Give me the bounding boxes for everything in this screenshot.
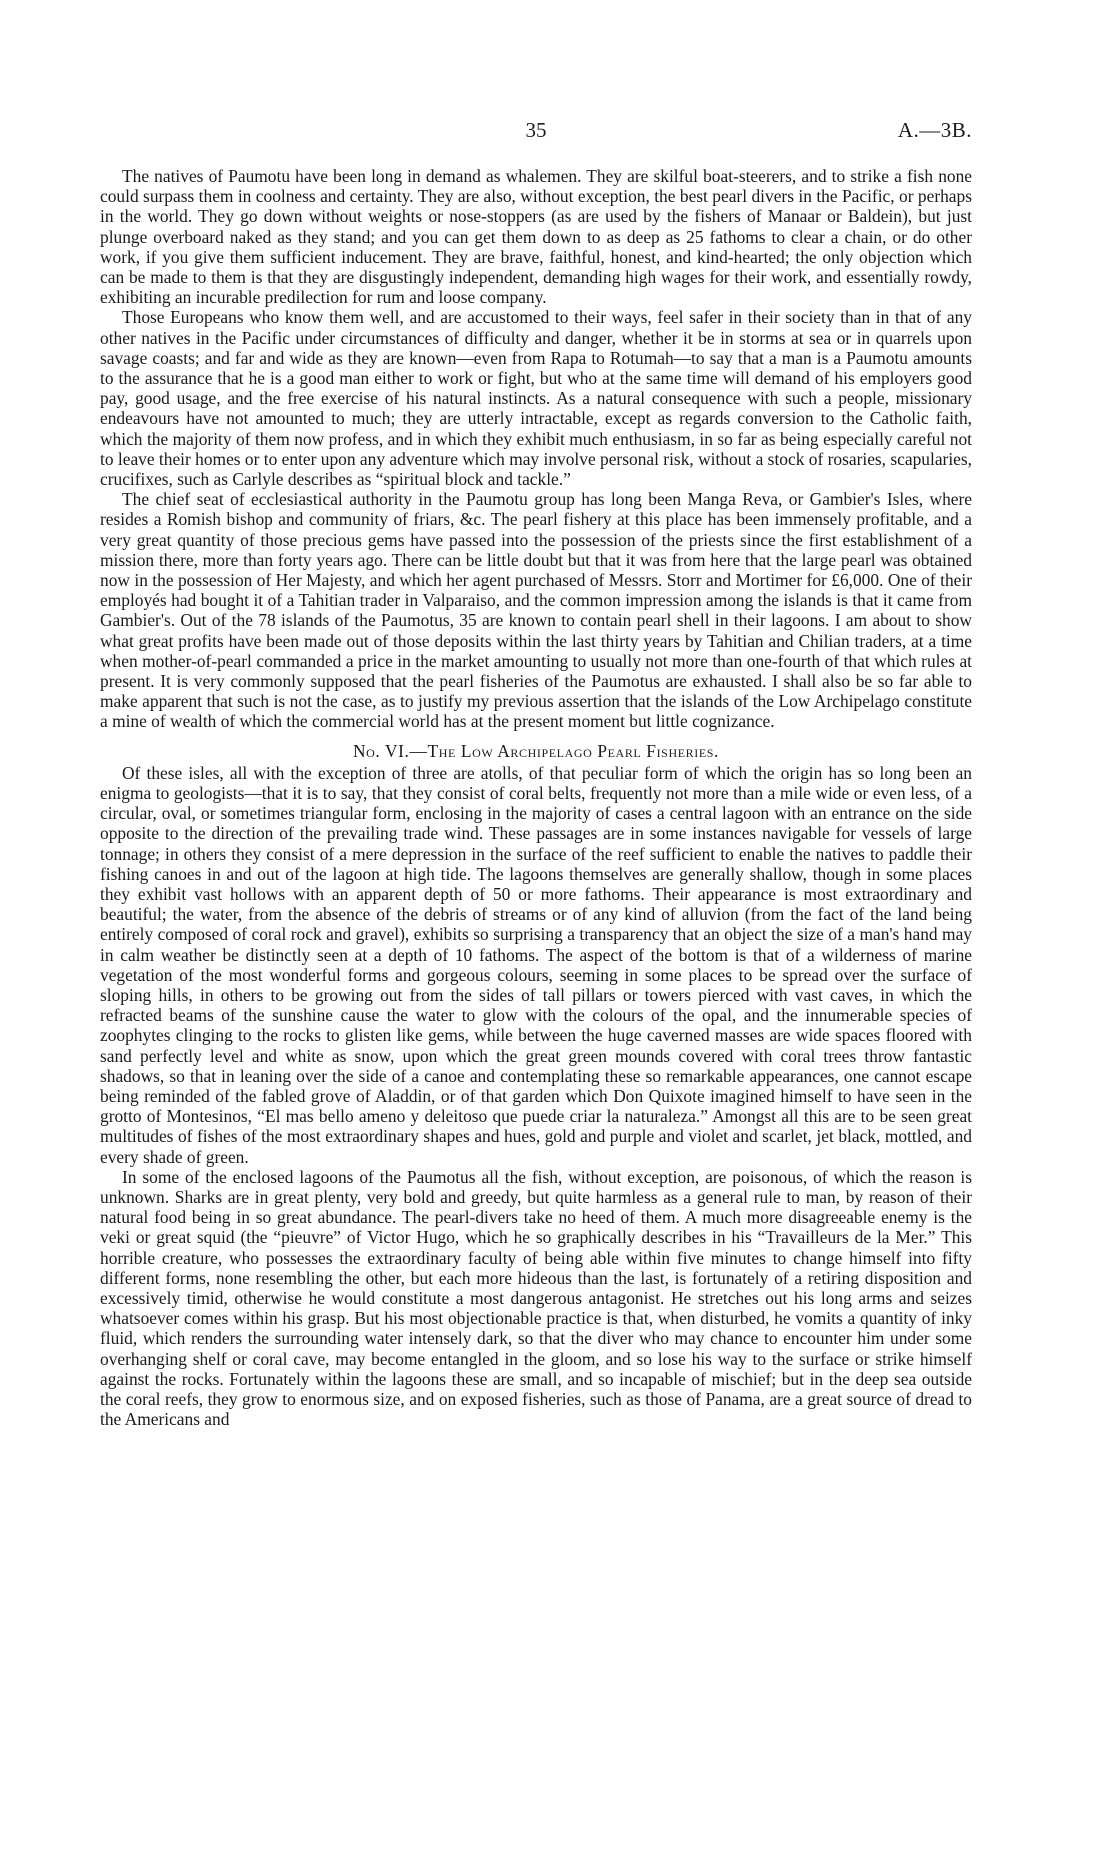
section-heading: No. VI.—The Low Archipelago Pearl Fisheries. (352, 740, 719, 761)
paragraph: Of these isles, all with the exception of three are atolls, of that peculiar form of which the origin has so long been an enigma to geologists—that it is to say, that they consist of coral belts, frequently not more than a mile wide or even less, of a circular, oval, or sometimes triangular form, enclosing in the majority of cases a central lagoon with an entrance on the side opposite to the direction of the prevailing trade wind. These passages are in some instances navigable for vessels of large tonnage; in others they consist of a mere depression in the surface of the reef sufficient to enable the natives to paddle their fishing canoes in and out of the lagoon at high tide. The lagoons themselves are generally shallow, though in some places they exhibit vast hollows with an apparent depth of 50 or more fathoms. Their appearance is most extraordinary and beautiful; the water, from the absence of the debris of streams or of any kind of alluvion (from the fact of the land being entirely composed of coral rock and gravel), exhibits so surprising a transparency that an object the size of a man's hand may in calm weather be distinctly seen at a depth of 10 fathoms. The aspect of the bottom is that of a wilderness of marine vegetation of the most wonderful forms and gorgeous colours, seeming in some places to be spread over the surface of sloping hills, in others to be growing out from the sides of tall pillars or towers pierced with vast caves, in which the refracted beams of the sunshine cause the water to glow with the colours of the opal, and the innumerable species of zoophytes clinging to the rocks to glisten like gems, while between the huge caverned masses are wide spaces floored with sand perfectly level and white as snow, upon which the great green mounds covered with coral trees throw fantastic shadows, so that in leaning over the side of a canoe and contemplating these so remarkable appearances, one cannot escape being reminded of the fabled grove of Aladdin, or of that garden which Don Quixote imagined himself to have seen in the grotto of Montesinos, “El mas bello ameno y deleitoso que puede criar la naturaleza.” Amongst all this are to be seen great multitudes of fishes of the most extraordinary shapes and hues, gold and purple and violet and scarlet, jet black, mottled, and every shade of green. (100, 762, 972, 1167)
paper-reference: A.—3B. (897, 118, 972, 142)
page-number: 35 (525, 118, 547, 142)
paragraph: The chief seat of ecclesiastical authority in the Paumotu group has long been Manga Reva, or Gambier's Isles, where resides a Romish bishop and community of friars, &c. The pearl fishery at this place has been immensely profitable, and a very great quantity of those precious gems have passed into the possession of the priests since the first establishment of a mission there, more than forty years ago. There can be little doubt but that it was from here that the large pearl was obtained now in the possession of Her Majesty, and which her agent purchased of Messrs. Storr and Mortimer for £6,000. One of their employés had bought it of a Tahitian trader in Valparaiso, and the common impression among the islands is that it came from Gambier's. Out of the 78 islands of the Paumotus, 35 are known to contain pearl shell in their lagoons. I am about to show what great profits have been made out of those deposits within the last thirty years by Tahitian and Chilian traders, at a time when mother-of-pearl commanded a price in the market amounting to usually not more than one-fourth of that which rules at present. It is very commonly supposed that the pearl fisheries of the Paumotus are exhausted. I shall also be so far able to make apparent that such is not the case, as to justify my previous assertion that the islands of the Low Archipelago constitute a mine of wealth of which the commercial world has at the present moment but little cognizance. (100, 489, 972, 732)
paragraph: The natives of Paumotu have been long in demand as whalemen. They are skilful boat-steerers, and to strike a fish none could surpass them in coolness and certainty. They are also, without exception, the best pearl divers in the Pacific, or perhaps in the world. They go down without weights or nose-stoppers (as are used by the fishers of Manaar or Baldein), but just plunge overboard naked as they stand; and you can get them down to as deep as 25 fathoms to clear a chain, or do other work, if you give them sufficient inducement. They are brave, faithful, honest, and kind-hearted; the only objection which can be made to them is that they are disgustingly independent, demanding high wages for their work, and essentially rowdy, exhibiting an incurable predilection for rum and loose company. (100, 166, 972, 308)
document-body (100, 166, 972, 1429)
document-page (100, 118, 972, 1429)
paragraph: Those Europeans who know them well, and are accustomed to their ways, feel safer in their society than in that of any other natives in the Pacific under circumstances of difficulty and danger, whether it be in storms at sea or in quarrels upon savage coasts; and far and wide as they are known—even from Rapa to Rotumah—to say that a man is a Paumotu amounts to the assurance that he is a good man either to work or fight, but who at the same time will demand of his employers good pay, good usage, and the free exercise of his natural instincts. As a natural consequence with such a people, missionary endeavours have not amounted to much; they are utterly intractable, except as regards conversion to the Catholic faith, which the majority of them now profess, and in which they exhibit much enthusiasm, in so far as being especially careful not to leave their homes or to enter upon any adventure which may involve personal risk, without a stock of rosaries, scapularies, crucifixes, such as Carlyle describes as “spiritual block and tackle.” (100, 307, 972, 490)
paragraph: In some of the enclosed lagoons of the Paumotus all the fish, without exception, are poisonous, of which the reason is unknown. Sharks are in great plenty, very bold and greedy, but quite harmless as a general rule to man, by reason of their natural food being in so great abundance. The pearl-divers take no heed of them. A much more disagreeable enemy is the veki or great squid (the “pieuvre” of Victor Hugo, which he so graphically describes in his “Travailleurs de la Mer.” This horrible creature, who possesses the extraordinary faculty of being able within five minutes to change himself into fifty different forms, none resembling the other, but each more hideous than the last, is fortunately of a retiring disposition and excessively timid, otherwise he would constitute a most dangerous antagonist. He stretches out his long arms and seizes whatsoever comes within his grasp. But his most objectionable practice is that, when disturbed, he vomits a quantity of inky fluid, which renders the surrounding water intensely dark, so that the diver who may chance to encounter him under some overhanging shelf or coral cave, may become entangled in the gloom, and so lose his way to the surface or strike himself against the rocks. Fortunately within the lagoons these are small, and so incapable of mischief; but in the deep sea outside the coral reefs, they grow to enormous size, and on exposed fisheries, such as those of Panama, are a great source of dread to the Americans and (100, 1166, 972, 1430)
page-header (100, 118, 972, 148)
